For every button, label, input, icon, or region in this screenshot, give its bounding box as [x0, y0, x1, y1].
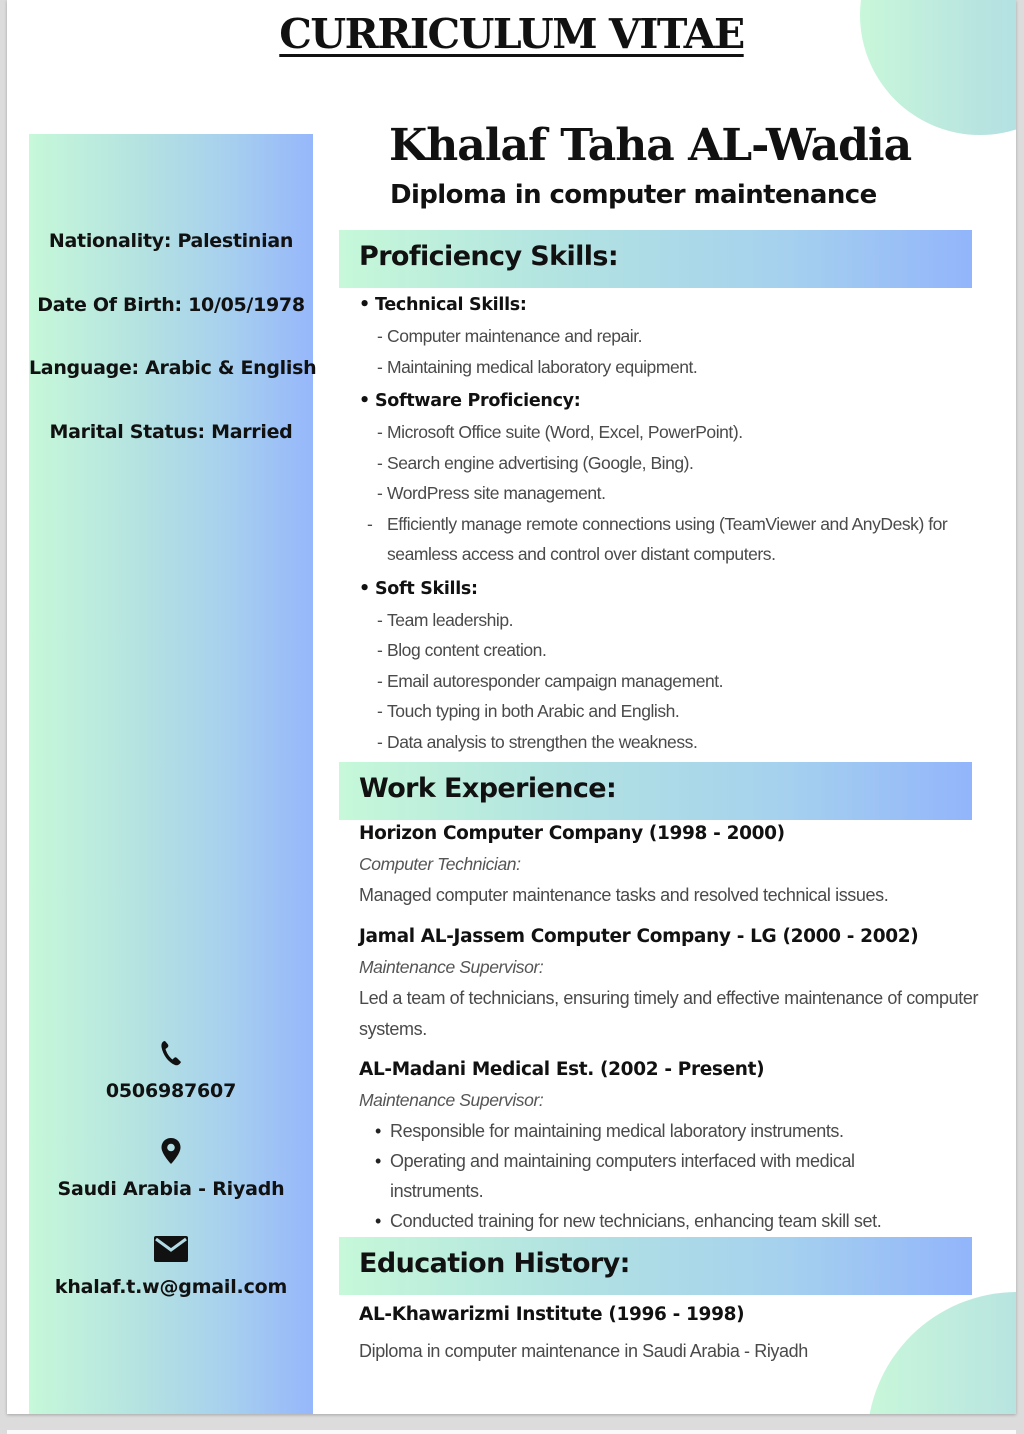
location: Saudi Arabia - Riyadh [57, 1178, 285, 1200]
personal-info [29, 230, 317, 484]
skill-item: - Blog content creation. [377, 640, 547, 660]
envelope-icon [29, 1232, 313, 1266]
job-bullets [359, 1116, 979, 1236]
cv-page [7, 0, 1016, 1414]
email-address[interactable]: khalaf.t.w@gmail.com [54, 1276, 288, 1298]
section-title: Work Experience: [359, 773, 617, 804]
contact-location [29, 1134, 313, 1232]
job-title: AL-Madani Medical Est. (2002 - Present) [359, 1059, 765, 1080]
nationality: Nationality: Palestinian [48, 230, 294, 252]
section-header-skills [339, 230, 972, 288]
document-title: CURRICULUM VITAE [279, 10, 744, 58]
job-bullet: • Operating and maintaining computers interfaced with medical instruments. [375, 1151, 855, 1201]
job-description: Led a team of technicians, ensuring timely and effective maintenance of computer systems. [359, 988, 979, 1039]
section-header-education [339, 1237, 972, 1295]
skills-list [359, 290, 979, 757]
skill-group-title: • Technical Skills: [359, 295, 527, 315]
education-title: AL-Khawarizmi Institute (1996 - 1998) [359, 1304, 745, 1325]
skill-item: - Touch typing in both Arabic and English. [377, 701, 680, 721]
skill-group-title: • Software Proficiency: [359, 391, 581, 411]
skill-item: - Maintaining medical laboratory equipment. [377, 356, 698, 377]
job-description: Managed computer maintenance tasks and resolved technical issues. [359, 885, 889, 905]
section-header-experience [339, 762, 972, 820]
next-page-edge [7, 1430, 1016, 1434]
job-role: Maintenance Supervisor: [359, 957, 544, 977]
language: Language: Arabic & English [29, 357, 317, 379]
skill-item: - Efficiently manage remote connections using (TeamViewer and AnyDesk) for seamless access and control over distant computers. [367, 513, 948, 564]
date-of-birth: Date Of Birth: 10/05/1978 [37, 293, 305, 316]
phone-number: 0506987607 [105, 1080, 237, 1102]
job-title: Jamal AL-Jassem Computer Company - LG (2000 - 2002) [359, 926, 919, 947]
job-role: Computer Technician: [359, 854, 521, 874]
skill-item: - WordPress site management. [377, 483, 606, 503]
section-title: Proficiency Skills: [359, 241, 619, 272]
contact-email [29, 1232, 313, 1330]
education-description: Diploma in computer maintenance in Saudi Arabia - Riyadh [359, 1341, 808, 1361]
phone-icon [29, 1036, 313, 1070]
skill-item: - Team leadership. [377, 609, 514, 630]
contact-info [29, 1036, 313, 1330]
section-title: Education History: [359, 1248, 630, 1279]
job-bullet: • Responsible for maintaining medical laboratory instruments. [375, 1121, 844, 1141]
education-entry [359, 1304, 979, 1362]
job-entry [359, 1054, 979, 1236]
job-bullet: • Conducted training for new technicians, enhancing team skill set. [375, 1211, 882, 1231]
skill-item: - Search engine advertising (Google, Bing). [377, 452, 694, 473]
skill-group-title: • Soft Skills: [359, 578, 478, 599]
skill-item: - Data analysis to strengthen the weakness. [377, 731, 698, 752]
location-pin-icon [29, 1134, 313, 1168]
job-entry [359, 921, 979, 1044]
contact-phone [29, 1036, 313, 1134]
skill-item: - Computer maintenance and repair. [377, 326, 643, 346]
job-entry [359, 818, 979, 911]
person-name: Khalaf Taha AL-Wadia [389, 120, 912, 171]
skill-item: - Email autoresponder campaign management. [377, 670, 724, 691]
marital-status: Marital Status: Married [49, 420, 293, 443]
person-subtitle: Diploma in computer maintenance [390, 180, 877, 210]
skill-item: - Microsoft Office suite (Word, Excel, PowerPoint). [377, 422, 743, 442]
sidebar [29, 134, 317, 1414]
job-role: Maintenance Supervisor: [359, 1090, 544, 1110]
job-title: Horizon Computer Company (1998 - 2000) [359, 823, 785, 844]
